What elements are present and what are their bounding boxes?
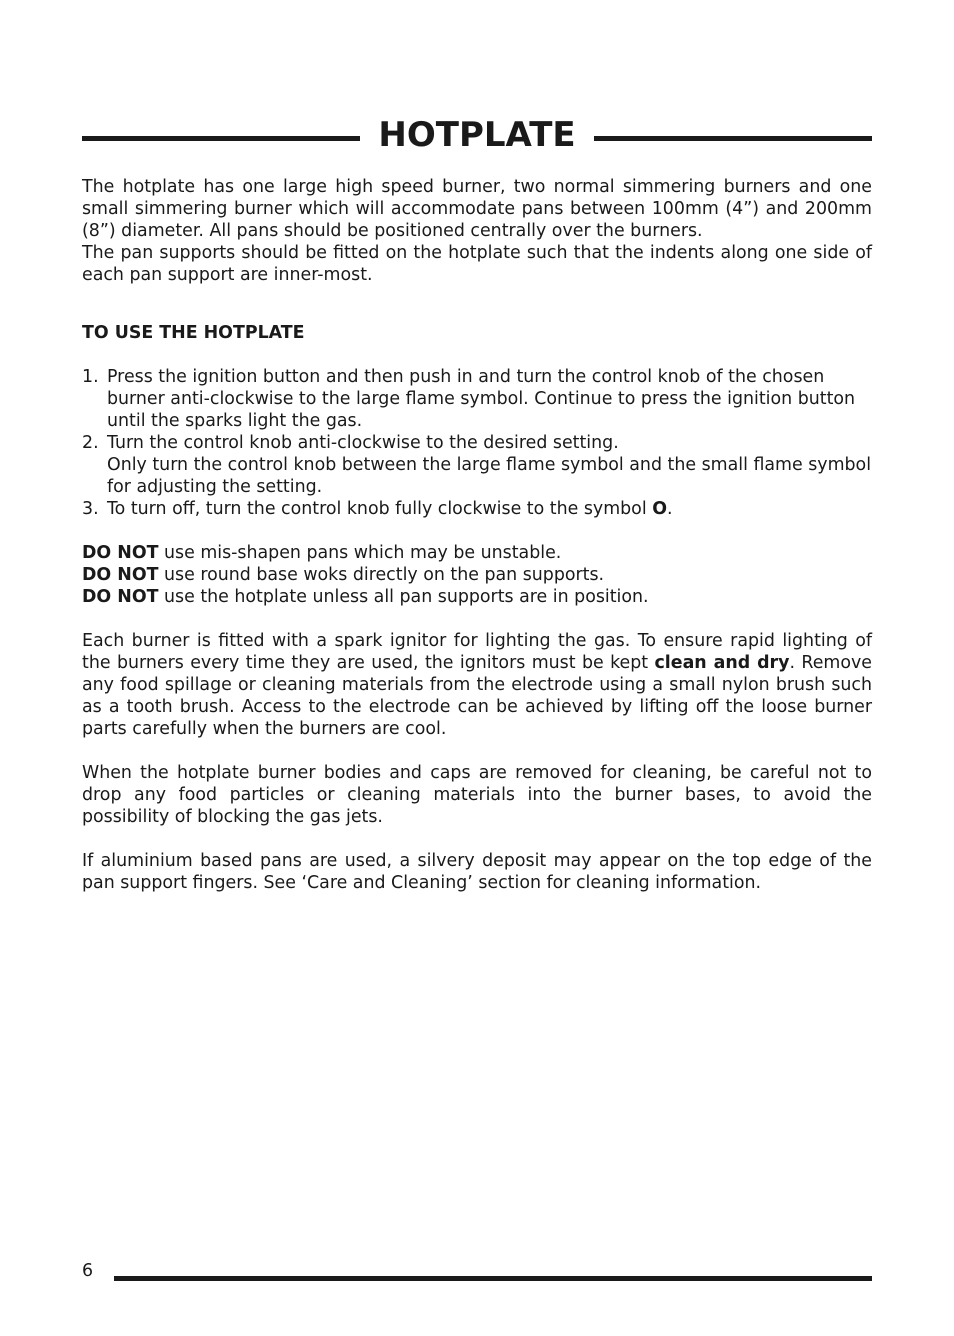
cleaning-paragraph: When the hotplate burner bodies and caps are removed for cleaning, be careful not to drop any food particles or cleaning materials into the burner bases, to avoid the possibility of blocking the gas jets. — [82, 763, 872, 827]
step-text: Turn the control knob anti-clockwise to the desired setting. — [107, 433, 619, 453]
warnings-section — [82, 542, 872, 608]
instruction-steps — [82, 366, 872, 520]
intro-paragraph-burners: The hotplate has one large high speed burner, two normal simmering burners and one small simmering burner which will accommodate pans between 100mm (4”) and 200mm (8”) diameter. All pans should be positioned centrally over the burners. — [82, 177, 872, 241]
off-symbol: O — [652, 499, 667, 519]
step-text: Press the ignition button and then push in and turn the control knob of the chosen burner anti-clockwise to the large flame symbol. Continue to press the ignition button until the sparks light the gas. — [107, 367, 856, 431]
ignitor-paragraph — [82, 630, 872, 740]
step-number: 1. — [82, 367, 99, 387]
header-rule-left — [82, 136, 360, 141]
warning-lead: DO NOT — [82, 543, 159, 563]
step-text-continued: Only turn the control knob between the large flame symbol and the small flame symbol for adjusting the setting. — [107, 455, 872, 497]
warning-line — [82, 542, 872, 564]
page-number: 6 — [82, 1261, 94, 1281]
page-footer — [82, 1258, 872, 1284]
page-content — [82, 176, 872, 894]
intro-paragraph-pan-supports: The pan supports should be fitted on the hotplate such that the indents along one side of each pan support are inner-most. — [82, 243, 872, 285]
warning-lead: DO NOT — [82, 587, 159, 607]
step-item — [82, 498, 872, 520]
section-header — [82, 110, 872, 160]
warning-line — [82, 564, 872, 586]
warning-text: use the hotplate unless all pan supports are in position. — [158, 587, 649, 607]
warning-line — [82, 586, 872, 608]
intro-section — [82, 176, 872, 286]
step-item — [82, 432, 872, 498]
ignitor-text-before: Each burner is fitted with a spark ignitor for lighting the gas. To ensure rapid lighting of the burners every time they are used, the ignitors must be kept — [82, 631, 872, 673]
warning-text: use round base woks directly on the pan supports. — [158, 565, 605, 585]
step-item — [82, 366, 872, 432]
footer-rule — [114, 1276, 872, 1281]
manual-page — [82, 0, 872, 1336]
step-number: 3. — [82, 499, 99, 519]
use-hotplate-heading: TO USE THE HOTPLATE — [82, 323, 305, 343]
page-title: HOTPLATE — [378, 115, 576, 155]
step-number: 2. — [82, 433, 99, 453]
warning-lead: DO NOT — [82, 565, 159, 585]
header-rule-right — [594, 136, 872, 141]
ignitor-emphasis: clean and dry — [654, 653, 790, 673]
step-text: To turn off, turn the control knob fully clockwise to the symbol — [107, 499, 653, 519]
warning-text: use mis-shapen pans which may be unstable. — [158, 543, 562, 563]
aluminium-paragraph: If aluminium based pans are used, a silvery deposit may appear on the top edge of the pan support fingers. See ‘Care and Cleaning’ section for cleaning information. — [82, 851, 872, 893]
step-end: . — [666, 499, 673, 519]
ignitor-text-after: . Remove any food spillage or cleaning materials from the electrode using a small nylon brush such as a tooth brush. Access to the electrode can be achieved by lifting off the loose burner parts carefully when the burners are cool. — [82, 653, 872, 739]
